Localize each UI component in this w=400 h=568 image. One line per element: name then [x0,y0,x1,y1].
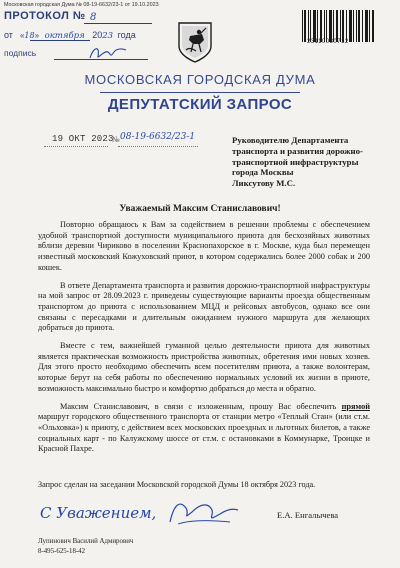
addressee-line: транспортной инфраструктуры [232,156,359,167]
protocol-label: ПРОТОКОЛ № [4,10,86,22]
addressee-line: Ликсутову М.С. [232,178,296,189]
addressee-block [232,135,392,189]
moscow-coat-of-arms-icon [176,20,214,64]
letter-body [38,220,370,462]
addressee-line: города Москвы [232,167,294,178]
session-note: Запрос сделан на заседании Московской городской Думы 18 октября 2023 года. [38,480,316,489]
registration-number-label: № [112,135,120,144]
closing-handwritten-image [40,496,240,530]
registration-date-line [44,146,108,147]
body-paragraph: Повторно обращаюсь к Вам за содействием в решении проблемы с обеспечением удобной транспортной доступности муниципального приюта для бесхозяйных животных вблизи деревни Чириково в поселении Краснопахорское в г. Москве, куда был перемещен известный московский Кожуховский приют, в котором содержались более 2000 собак и 200 кошек. [38,220,370,272]
executor-phone: 8-495-625-18-42 [38,548,86,555]
executor-name: Лупинович Василий Адмирович [38,538,134,545]
protocol-date-row: от «18» октября 2023 года [4,30,136,41]
protocol-number: 8 [90,12,97,23]
protocol-date-day: 18 [24,31,35,40]
document-title: ДЕПУТАТСКИЙ ЗАПРОС [107,96,293,113]
addressee-line: Руководителю Департамента [232,135,349,145]
greeting: Уважаемый Максим Станиславович! [119,204,281,214]
request-emphasis: прямой [341,401,370,411]
body-paragraph: Вместе с тем, важнейшей гуманной целью деятельности приюта для животных является практическая возможность пристройства животных, обретения ими новых хозяев. Для этого просто необходимо обеспечить всем посетителям приюта, а также волонтерам, которые берут на себя работы по обеспечению нормальных условий их жизни в приюте, возможность максимально быстро и комфортно добраться до места и обратно. [38,341,370,393]
closing-text: С Уважением, [40,504,157,522]
protocol-date-line [30,40,90,41]
protocol-date-suffix: года [117,30,136,40]
protocol-stamp [4,8,160,64]
body-paragraph: В ответе Департамента транспорта и развития дорожно-транспортной инфраструктуры на мой запрос от 28.09.2023 г. приведены существующие варианты проезда общественным транспортом до приюта с использованием МЦД и рейсовых автобусов, однако все они связаны с пересадками и длительным ожиданием нужного маршрута для желающих добраться до приюта. [38,280,370,333]
deputy-signature [170,504,238,522]
protocol-date-year-prefix: 20 [92,30,103,40]
request-text-start: Максим Станиславович, в связи с изложенным, прошу Вас обеспечить [60,401,337,411]
body-paragraph-request [38,402,370,456]
signer-name: Е.А. Енгалычева [277,510,339,520]
protocol-signature [88,44,128,62]
closing-handwritten [40,496,240,530]
protocol-date-year: 23 [102,31,114,41]
protocol-date-month: октября [44,31,85,41]
document-header-line: Московская городская Дума № 08-19-6632/23-1 от 19.10.2023 [4,2,159,8]
registration-number-line [118,146,198,147]
header-divider [100,92,300,93]
registration-number: 08-19-6632/23-1 [120,132,196,142]
request-text-end: маршрут городского общественного транспорта от станции метро «Теплый Стан» (или ст.м. «Ольховка») к приюту, с действием всех московских проездных и льготных билетов, а также социальных карт - по Калужскому шоссе от ст.м. с остановками в Коммунарке, Троицке и Красной Пахре. [38,412,370,454]
protocol-number-line [84,23,152,24]
institution-name: МОСКОВСКАЯ ГОРОДСКАЯ ДУМА [84,72,316,87]
barcode-number: 23110030712 [307,39,349,45]
protocol-date-prefix: от [4,30,13,40]
registration-date: 19 ОКТ 2023 [52,134,114,144]
addressee-line: транспорта и развития дорожно- [232,145,363,156]
protocol-sign-label: подпись [4,48,37,58]
